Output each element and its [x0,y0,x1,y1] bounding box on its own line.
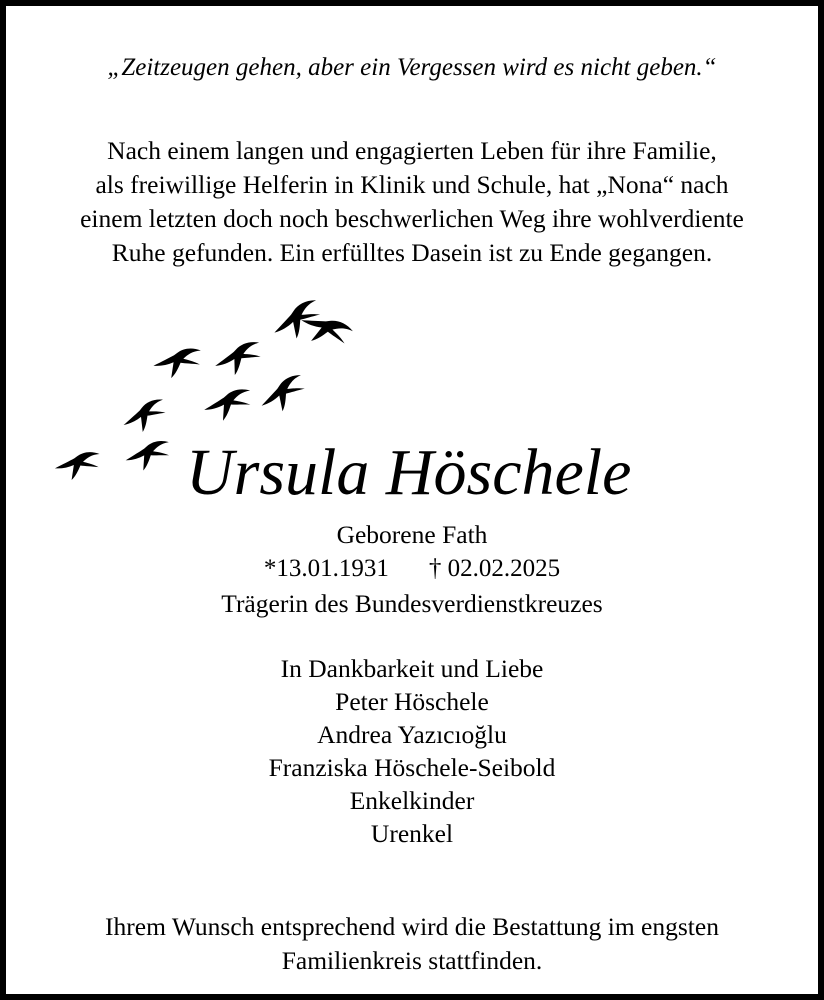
mourner-line: Enkelkinder [349,786,475,815]
deceased-name: Ursula Höschele [186,436,632,509]
swallow-icon [256,372,312,419]
life-dates [6,554,818,584]
mourner-line: In Dankbarkeit und Liebe [280,654,544,683]
swallow-icon [119,396,171,438]
closing-line: Ihrem Wunsch entsprechend wird die Bestattung im engsten [105,912,719,941]
death-date: † 02.02.2025 [428,555,561,582]
swallow-icon [123,438,174,474]
intro-line: Ruhe gefunden. Ein erfülltes Dasein ist zu Ende gegangen. [111,238,713,267]
intro-line: als freiwillige Helferin in Klinik und Schule, hat „Nona“ nach [95,170,729,199]
maiden-name: Geborene Fath [336,520,488,549]
mourner-line: Franziska Höschele-Seibold [268,753,556,782]
birth-date: *13.01.1931 [263,555,389,582]
intro-line: einem letzten doch noch beschwerlichen Weg ihre wohlverdiente [80,204,744,233]
mourner-line: Andrea Yazıcıoğlu [317,720,507,749]
mourner-line: Urenkel [370,819,454,848]
honor-line: Trägerin des Bundesverdienstkreuzes [221,589,603,618]
swallow-icon [152,347,205,381]
mourner-line: Peter Höschele [335,687,489,716]
swallow-icon [211,339,266,380]
intro-line: Nach einem langen und engagierten Leben für ihre Familie, [107,136,717,165]
memorial-quote: „Zeitzeugen gehen, aber ein Vergessen wird es nicht geben.“ [107,54,717,81]
swallow-icon [201,387,255,425]
swallow-icon [53,450,103,482]
closing-line: Familienkreis stattfinden. [281,946,543,975]
